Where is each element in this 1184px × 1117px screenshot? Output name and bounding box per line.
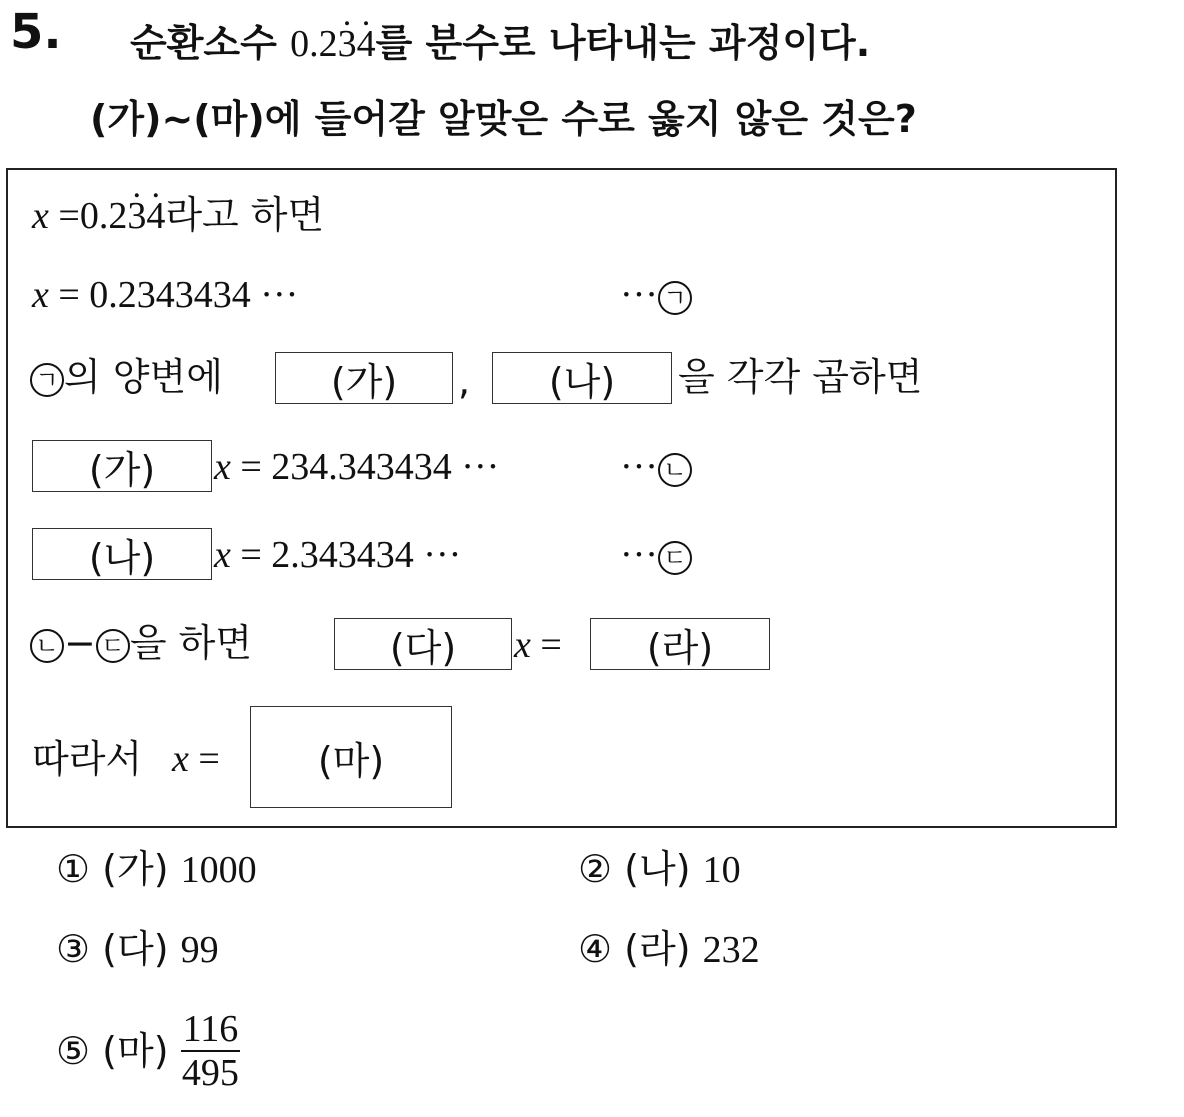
blank-ga-2: (가) bbox=[32, 440, 212, 492]
box-row-5: x = 2.343434 ··· bbox=[214, 534, 462, 576]
blank-ga: (가) bbox=[275, 352, 453, 404]
circled-giyeok-icon: ㄱ bbox=[30, 363, 64, 397]
box-row-6-left: ㄴ − ㄷ 을 하면 bbox=[30, 624, 252, 663]
box-row-3-left: ㄱ 의 양변에 bbox=[30, 358, 223, 397]
choice-4[interactable]: ④ (라) 232 bbox=[578, 927, 760, 971]
row5-equation-label: ··· ㄷ bbox=[620, 536, 692, 575]
choice-1[interactable]: ① (가) 1000 bbox=[56, 847, 257, 891]
question-number: 5. bbox=[10, 4, 62, 60]
blank-na: (나) bbox=[492, 352, 672, 404]
row6-equation: x = bbox=[514, 624, 562, 666]
question-line-1 bbox=[130, 21, 871, 65]
blank-da: (다) bbox=[334, 618, 512, 670]
repeat-dot-digit-1: . 3 bbox=[338, 25, 357, 63]
fraction-denominator: 495 bbox=[181, 1052, 239, 1094]
comma: , bbox=[458, 359, 471, 403]
question-line-2: (가)~(마)에 들어갈 알맞은 수로 옳지 않은 것은? bbox=[90, 97, 917, 141]
blank-na-2: (나) bbox=[32, 528, 212, 580]
row4-equation-label: ··· ㄴ bbox=[620, 448, 692, 487]
row1-dot-digit-2: . 4 bbox=[146, 197, 165, 235]
row7-equation: x = bbox=[172, 738, 220, 780]
circled-nieun-icon: ㄴ bbox=[30, 629, 64, 663]
box-row-4: x = 234.343434 ··· bbox=[214, 446, 500, 488]
blank-ra: (라) bbox=[590, 618, 770, 670]
fraction-numerator: 116 bbox=[182, 1008, 239, 1050]
row7-label: 따라서 bbox=[32, 737, 143, 781]
circled-digeut-icon: ㄷ bbox=[658, 541, 692, 575]
circled-digeut-icon: ㄷ bbox=[96, 629, 130, 663]
row1-dot-digit-1: . 3 bbox=[127, 197, 146, 235]
box-row-1: x =0.2. 3. 4라고 하면 bbox=[32, 196, 324, 235]
blank-ma: (마) bbox=[250, 706, 452, 808]
row2-equation-label: ··· ㄱ bbox=[620, 276, 692, 315]
repeating-decimal: 0.2. 3. 4 bbox=[290, 23, 376, 65]
row3-suffix: 을 각각 곱하면 bbox=[678, 355, 923, 399]
circled-giyeok-icon: ㄱ bbox=[658, 281, 692, 315]
fraction bbox=[181, 1010, 241, 1092]
choice-5[interactable]: ⑤ (마) $\frac{116}{495}$ bbox=[56, 1008, 239, 1094]
choice-2[interactable]: ② (나) 10 bbox=[578, 847, 741, 891]
choice-3[interactable]: ③ (다) 99 bbox=[56, 927, 219, 971]
solution-process-box bbox=[6, 168, 1117, 828]
repeat-dot-digit-2: . 4 bbox=[357, 25, 376, 63]
question-suffix: 를 분수로 나타내는 과정이다. bbox=[375, 21, 871, 65]
circled-nieun-icon: ㄴ bbox=[658, 453, 692, 487]
box-row-2: x = 0.2343434 ··· bbox=[32, 274, 299, 316]
question-prefix: 순환소수 bbox=[130, 21, 277, 65]
